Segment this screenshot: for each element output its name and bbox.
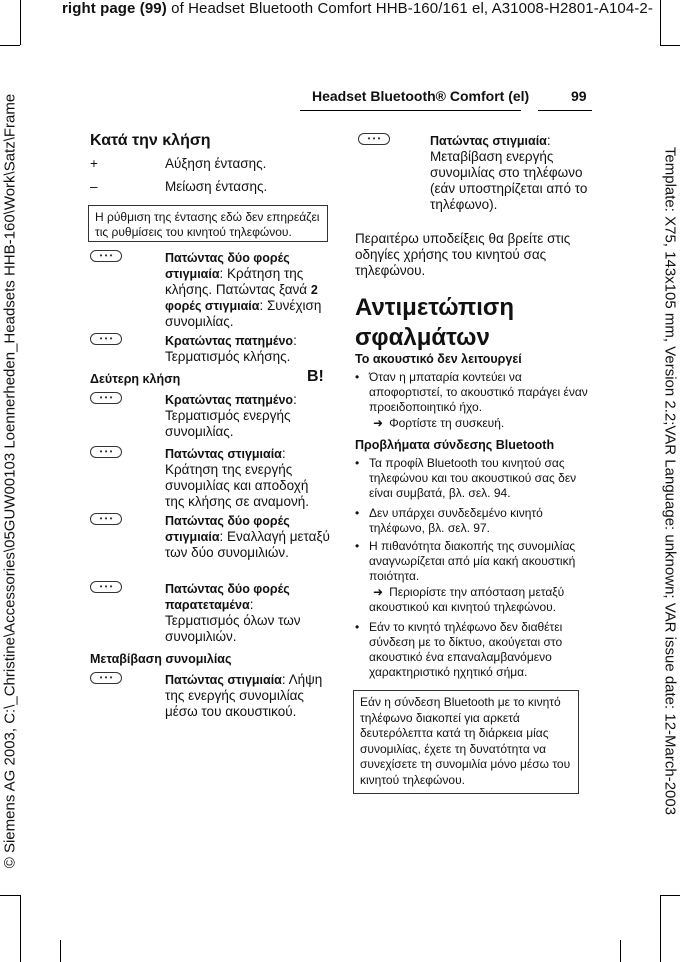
list-item-text: Εάν το κινητό τηλέφωνο δεν διαθέτει σύνδεση με το δίκτυο, ακούγεται στο ακουστικό ένα επαναλαμβανόμενο χαρακτηριστικό ηχητικό σήμα. xyxy=(369,620,563,679)
header-rule xyxy=(538,110,592,111)
instruction-bold: Κρατώντας πατημένο xyxy=(165,334,294,348)
page-number: 99 xyxy=(571,88,587,104)
key-icon: • • • xyxy=(90,250,122,262)
bottom-note-text: Εάν η σύνδεση Bluetooth με το κινητό τηλέφωνο διακοπεί για αρκετά δευτερόλεπτα κατά τη διάρκεια μίας συνομιλίας, έχετε τη δυνατότητα να συνεχίσετε τη συνομιλία μόνο μέσω του κινητού τηλεφώνου. xyxy=(360,695,571,787)
instruction-bold: Πατώντας στιγμιαία xyxy=(165,447,282,461)
meta-line xyxy=(62,0,653,17)
list-item-text: Η πιθανότητα διακοπής της συνομιλίας αναγνωρίζεται από μία κακή ακουστική ποιότητα. xyxy=(369,539,576,583)
instruction-bold: Πατώντας δύο φορές παρατεταμένα xyxy=(165,582,290,612)
instruction-text: : Τερματισμός κλήσης. xyxy=(165,333,297,364)
list-item: • Όταν η μπαταρία κοντεύει να αποφορτιστεί, το ακουστικό παράγει έναν προειδοποιητικό ήχο. xyxy=(355,370,588,414)
call-waiting-icon: B! xyxy=(307,368,324,385)
action-text: Περιορίστε την απόσταση μεταξύ ακουστικού και κινητού τηλεφώνου. xyxy=(369,585,565,614)
key-icon: • • • xyxy=(90,392,122,404)
key-icon: • • • xyxy=(90,333,122,345)
list-item-text: Όταν η μπαταρία κοντεύει να αποφορτιστεί, το ακουστικό παράγει έναν προειδοποιητικό ήχο. xyxy=(369,370,588,414)
instruction xyxy=(165,392,330,440)
crop-mark xyxy=(20,895,21,962)
second-call-heading: Δεύτερη κλήση xyxy=(90,372,181,386)
instruction xyxy=(165,581,330,645)
instruction-text: : Τερματισμός όλων των συνομιλιών. xyxy=(165,597,301,644)
instruction-text: : Κράτηση της κλήσης. Πατώντας ξανά xyxy=(165,266,311,297)
section-heading: Κατά την κλήση xyxy=(90,132,211,149)
instruction-text: : Συνέχιση συνομιλίας. xyxy=(165,298,322,329)
list-item: • Τα προφίλ Bluetooth του κινητού σας τηλεφώνου και του ακουστικού σας δεν είναι συμβατά, βλ. σελ. 94. xyxy=(355,456,577,500)
action-line xyxy=(369,585,589,615)
crop-mark xyxy=(620,940,621,962)
instruction xyxy=(165,250,330,330)
list-item-text: Δεν υπάρχει συνδεδεμένο κινητό τηλέφωνο, βλ. σελ. 97. xyxy=(369,506,543,535)
volume-note xyxy=(88,205,328,242)
list-item: • Εάν το κινητό τηλέφωνο δεν διαθέτει σύνδεση με το δίκτυο, ακούγεται στο ακουστικό ένα επαναλαμβανόμενο χαρακτηριστικό ηχητικό σήμα. xyxy=(355,620,563,679)
minus-symbol: – xyxy=(90,179,98,194)
plus-text: Αύξηση έντασης. xyxy=(165,156,267,171)
action-line xyxy=(373,416,588,431)
meta-line-rest: of Headset Bluetooth Comfort HHB-160/161 el, A31008-H2801-A104-2- xyxy=(166,0,653,17)
key-icon: • • • xyxy=(90,513,122,525)
minus-text: Μείωση έντασης. xyxy=(165,179,268,194)
more-info-text: Περαιτέρω υποδείξεις θα βρείτε στις οδηγίες χρήσης του κινητού σας τηλεφώνου. xyxy=(355,231,571,278)
instruction-bold: Πατώντας δύο φορές στιγμιαία xyxy=(165,514,290,544)
action-text: Φορτίστε τη συσκευή. xyxy=(389,416,505,430)
side-left xyxy=(0,0,20,962)
key-icon: • • • xyxy=(90,672,122,684)
key-icon: • • • xyxy=(90,446,122,458)
side-left-text: © Siemens AG 2003, C:\_Christine\Accessories\05GUW00103 Loennerheden_Headsets HHB-160\Work\Satz\Frame xyxy=(1,93,19,869)
crop-mark xyxy=(60,940,61,962)
instruction-text: : Λήψη της ενεργής συνομιλίας μέσω του ακουστικού. xyxy=(165,672,323,719)
instruction xyxy=(430,133,590,213)
instruction-text: : Εναλλαγή μεταξύ των δύο συνομιλιών. xyxy=(165,529,330,560)
instruction-bold: Πατώντας στιγμιαία xyxy=(430,134,547,148)
instruction-bold: Πατώντας στιγμιαία xyxy=(165,673,282,687)
instruction-bold: Πατώντας δύο φορές στιγμιαία xyxy=(165,251,290,281)
transfer-heading: Μεταβίβαση συνομιλίας xyxy=(90,652,232,666)
key-icon: • • • xyxy=(90,581,122,593)
volume-note-text: Η ρύθμιση της έντασης εδώ δεν επηρεάζει τις ρυθμίσεις του κινητού τηλεφώνου. xyxy=(95,210,320,239)
bottom-note xyxy=(353,690,579,794)
instruction xyxy=(165,446,330,510)
instruction xyxy=(165,672,330,720)
instruction-text: : Τερματισμός ενεργής συνομιλίας. xyxy=(165,392,297,439)
side-right xyxy=(660,0,680,962)
meta-line-bold: right page (99) xyxy=(62,0,167,17)
troubleshooting-heading: Αντιμετώπιση σφαλμάτων xyxy=(355,294,515,351)
subheading-no-function: Το ακουστικό δεν λειτουργεί xyxy=(355,352,522,366)
instruction xyxy=(165,513,330,561)
plus-symbol: + xyxy=(90,156,98,171)
subheading-bluetooth: Προβλήματα σύνδεσης Bluetooth xyxy=(355,438,555,452)
instruction-text: : Κράτηση της ενεργής συνομιλίας και αποδοχή της κλήσης σε αναμονή. xyxy=(165,446,309,509)
instruction xyxy=(165,333,330,365)
header-rule xyxy=(300,110,521,111)
instruction-bold: 2 φορές στιγμιαία xyxy=(165,283,318,313)
page-header-title: Headset Bluetooth® Comfort (el) xyxy=(312,88,530,104)
arrow-icon: ➜ xyxy=(373,585,384,599)
key-icon: • • • xyxy=(358,133,390,145)
arrow-icon: ➜ xyxy=(373,416,384,430)
instruction-bold: Κρατώντας πατημένο xyxy=(165,393,294,407)
list-item: • Δεν υπάρχει συνδεδεμένο κινητό τηλέφωνο, βλ. σελ. 97. xyxy=(355,506,543,535)
instruction-text: : Μεταβίβαση ενεργής συνομιλίας στο τηλέφωνο (εάν υποστηρίζεται από το τηλέφωνο). xyxy=(430,133,588,212)
list-item: • Η πιθανότητα διακοπής της συνομιλίας αναγνωρίζεται από μία κακή ακουστική ποιότητα. xyxy=(355,539,576,583)
crop-mark xyxy=(20,0,21,45)
side-right-text: Template: X75, 143x105 mm, Version 2.2;VAR Language: unknown; VAR issue date: 12-March-2003 xyxy=(661,146,679,816)
list-item-text: Τα προφίλ Bluetooth του κινητού σας τηλεφώνου και του ακουστικού σας δεν είναι συμβατά, βλ. σελ. 94. xyxy=(369,456,577,500)
